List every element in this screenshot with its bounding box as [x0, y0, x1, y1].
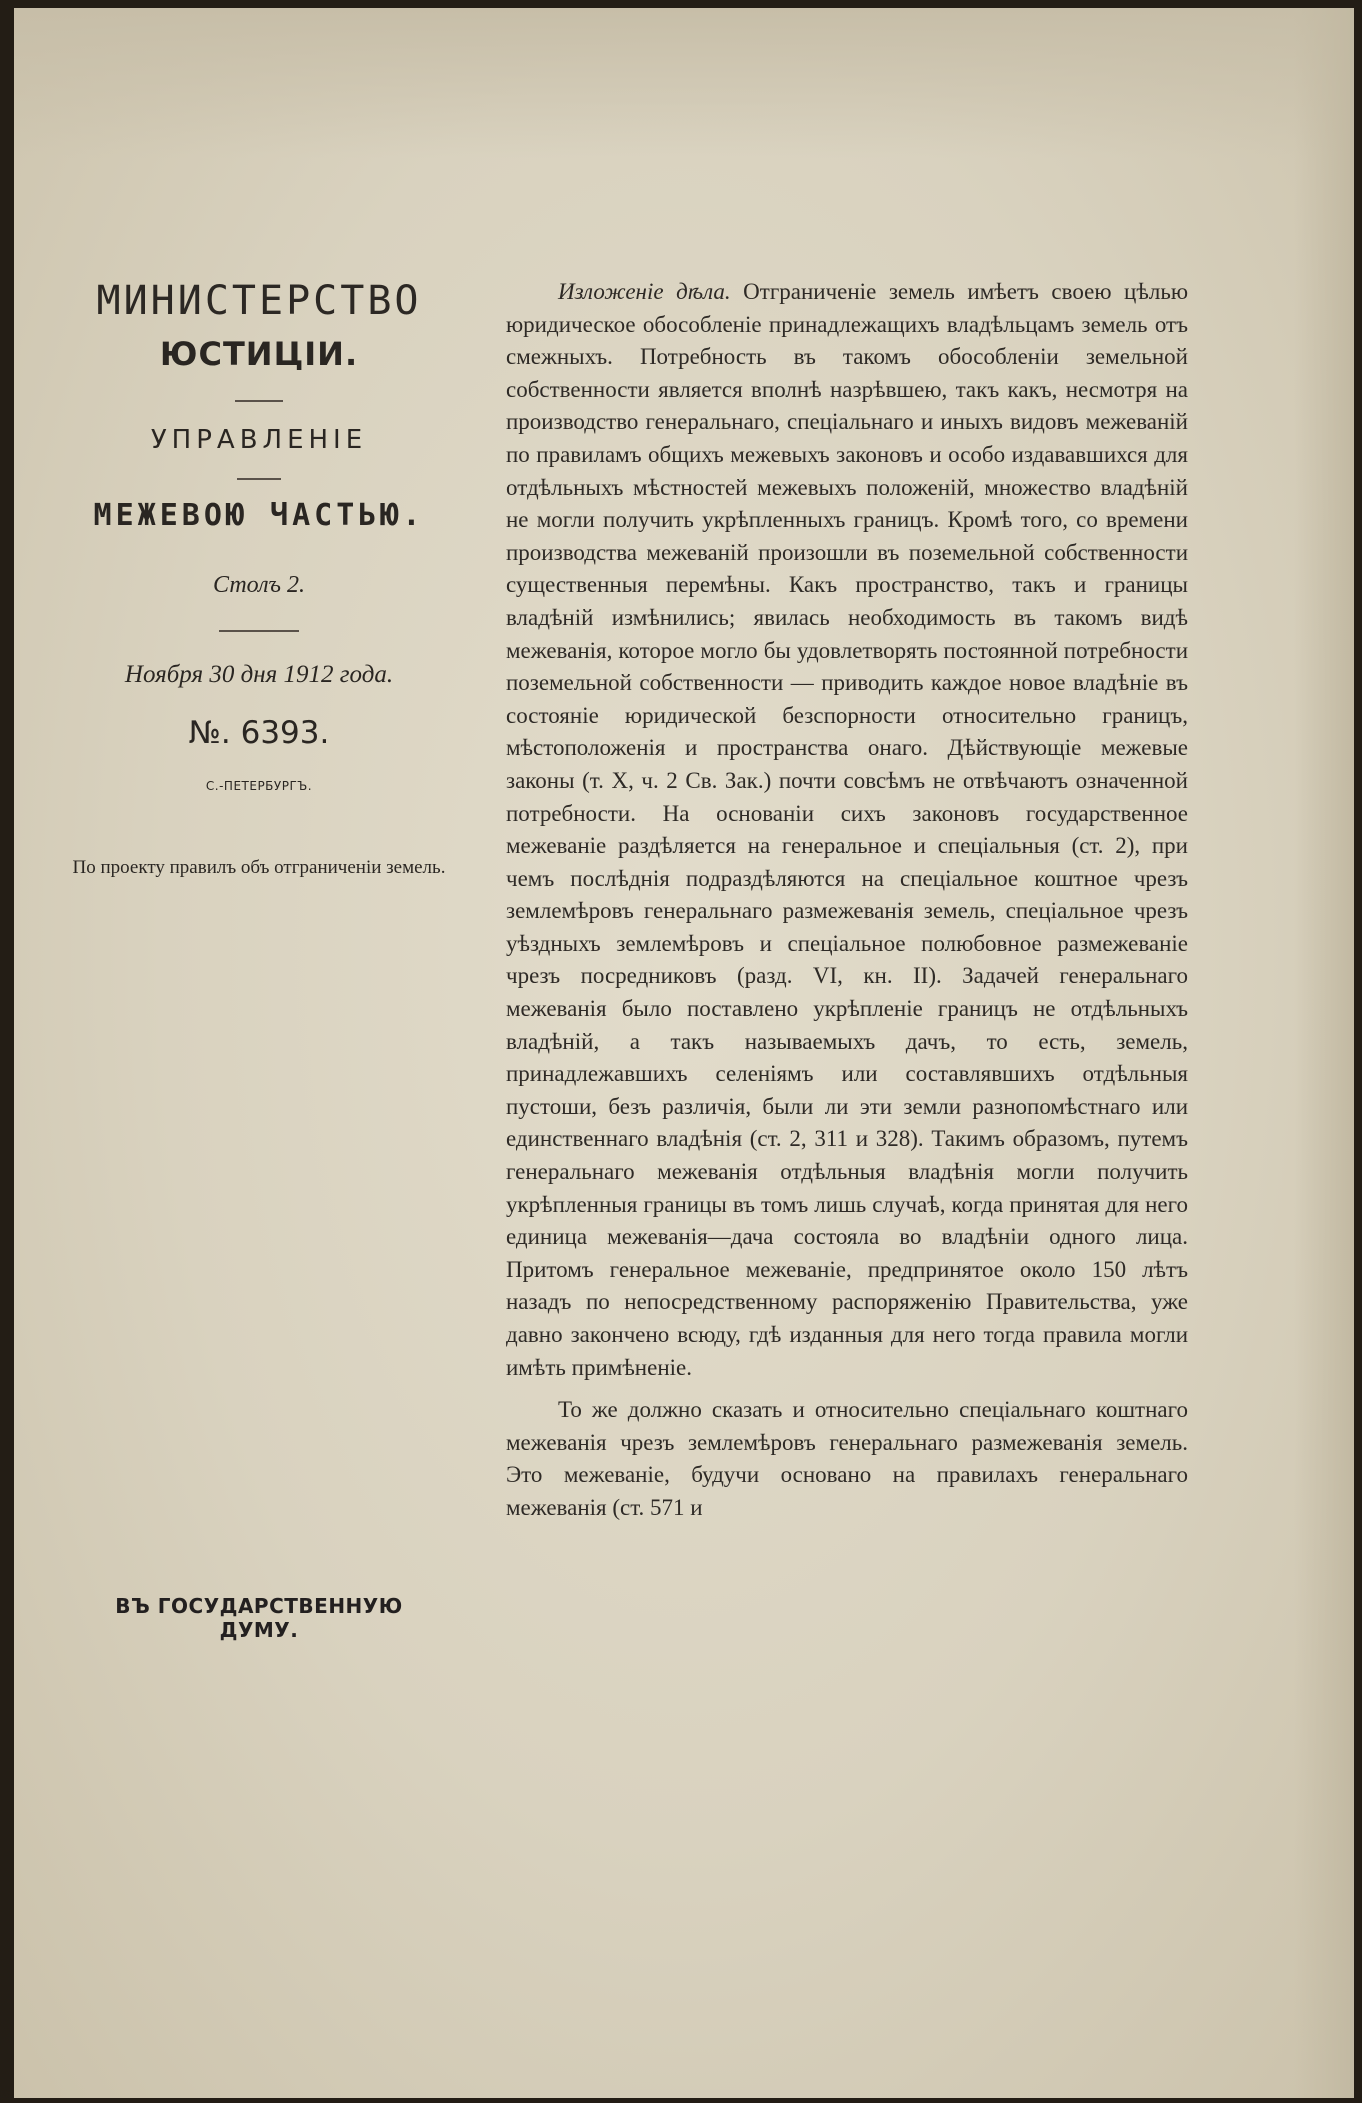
letterhead — [74, 278, 444, 882]
department-title: УПРАВЛЕНІЕ — [150, 425, 368, 455]
document-page — [14, 8, 1354, 2098]
divider — [219, 630, 299, 632]
desk-number: Столъ 2. — [212, 572, 305, 598]
document-number: №. 6393. — [188, 715, 330, 751]
body-paragraph — [506, 276, 1188, 1384]
body-paragraph: То же должно сказать и относительно спеціальнаго коштнаго межеванія чрезъ землемѣровъ генеральнаго размежеванія земель. Это межеваніе, будучи основано на правилахъ генеральнаго межеванія (ст. 571 и — [506, 1397, 1188, 1520]
divider — [237, 478, 281, 480]
ministry-title: МИНИСТЕРСТВО — [96, 278, 422, 324]
document-date: Ноября 30 дня 1912 года. — [124, 661, 394, 688]
justice-title: ЮСТИЦІИ. — [159, 335, 359, 373]
section-heading: Изложеніе дѣла. — [558, 279, 731, 304]
document-subject: По проекту правилъ объ отграниченіи земель. — [72, 857, 446, 878]
recipient-line: ВЪ ГОСУДАРСТВЕННУЮ ДУМУ. — [115, 1594, 403, 1642]
paragraph-text: Отграниченіе земель имѣетъ своею цѣлью юридическое обособленіе принадлежащихъ владѣльцамъ земель отъ смежныхъ. Потребность въ такомъ обособленіи земельной собственности является вполнѣ назрѣвшею, такъ какъ, несмотря на производство генеральнаго, спеціальнаго и иныхъ видовъ межеваній по правиламъ общихъ межевыхъ законовъ и особо издававшихся для отдѣльныхъ мѣстностей межевыхъ положеній, множество владѣній не могли получить укрѣпленныхъ границъ. Кромѣ того, со времени производства межеваній произошли въ поземельной собственности существенныя перемѣны. Какъ пространство, такъ и границы владѣній измѣнились; явилась необходимость въ такомъ видѣ межеванія, которое могло бы удовлетворять постоянной потребности поземельной собственности — приводить каждое новое владѣніе въ состояніе юридической безспорности относительно границъ, мѣстоположенія и пространства онаго. Дѣйствующіе межевые законы (т. X, ч. 2 Св. Зак.) почти совсѣмъ не отвѣчаютъ означенной потребности. На основаніи сихъ законовъ государственное межеваніе раздѣляется на генеральное и спеціальныя (ст. 2), при чемъ послѣднія подраздѣляются на спеціальное коштное чрезъ землемѣровъ генеральнаго размежеванія земель, спеціальное чрезъ уѣздныхъ землемѣровъ и спеціальное полюбовное размежеваніе чрезъ посредниковъ (разд. VI, кн. II). Задачей генеральнаго межеванія было поставлено укрѣпленіе границъ не отдѣльныхъ владѣній, а такъ называемыхъ дачъ, то есть, земель, принадлежавшихъ селеніямъ или составлявшихъ отдѣльныя пустоши, безъ различія, были ли эти земли разнопомѣстнаго или единственнаго владѣнія (ст. 2, 311 и 328). Такимъ образомъ, путемъ генеральнаго межеванія отдѣльныя владѣнія могли получить укрѣпленныя границы въ томъ лишь случаѣ, когда принятая для него единица межеванія—дача состояла во владѣніи одного лица. Притомъ генеральное межеваніе, предпринятое около 150 лѣтъ назадъ по непосредственному распоряженію Правительства, уже давно закончено всюду, гдѣ изданныя для него тогда правила могли имѣть примѣненіе. — [506, 279, 1188, 1380]
document-city: С.-ПЕТЕРБУРГЪ. — [205, 779, 313, 793]
divider — [235, 400, 283, 402]
document-body — [506, 276, 1188, 1525]
survey-department-title: МЕЖЕВОЮ ЧАСТЬЮ. — [93, 498, 425, 533]
